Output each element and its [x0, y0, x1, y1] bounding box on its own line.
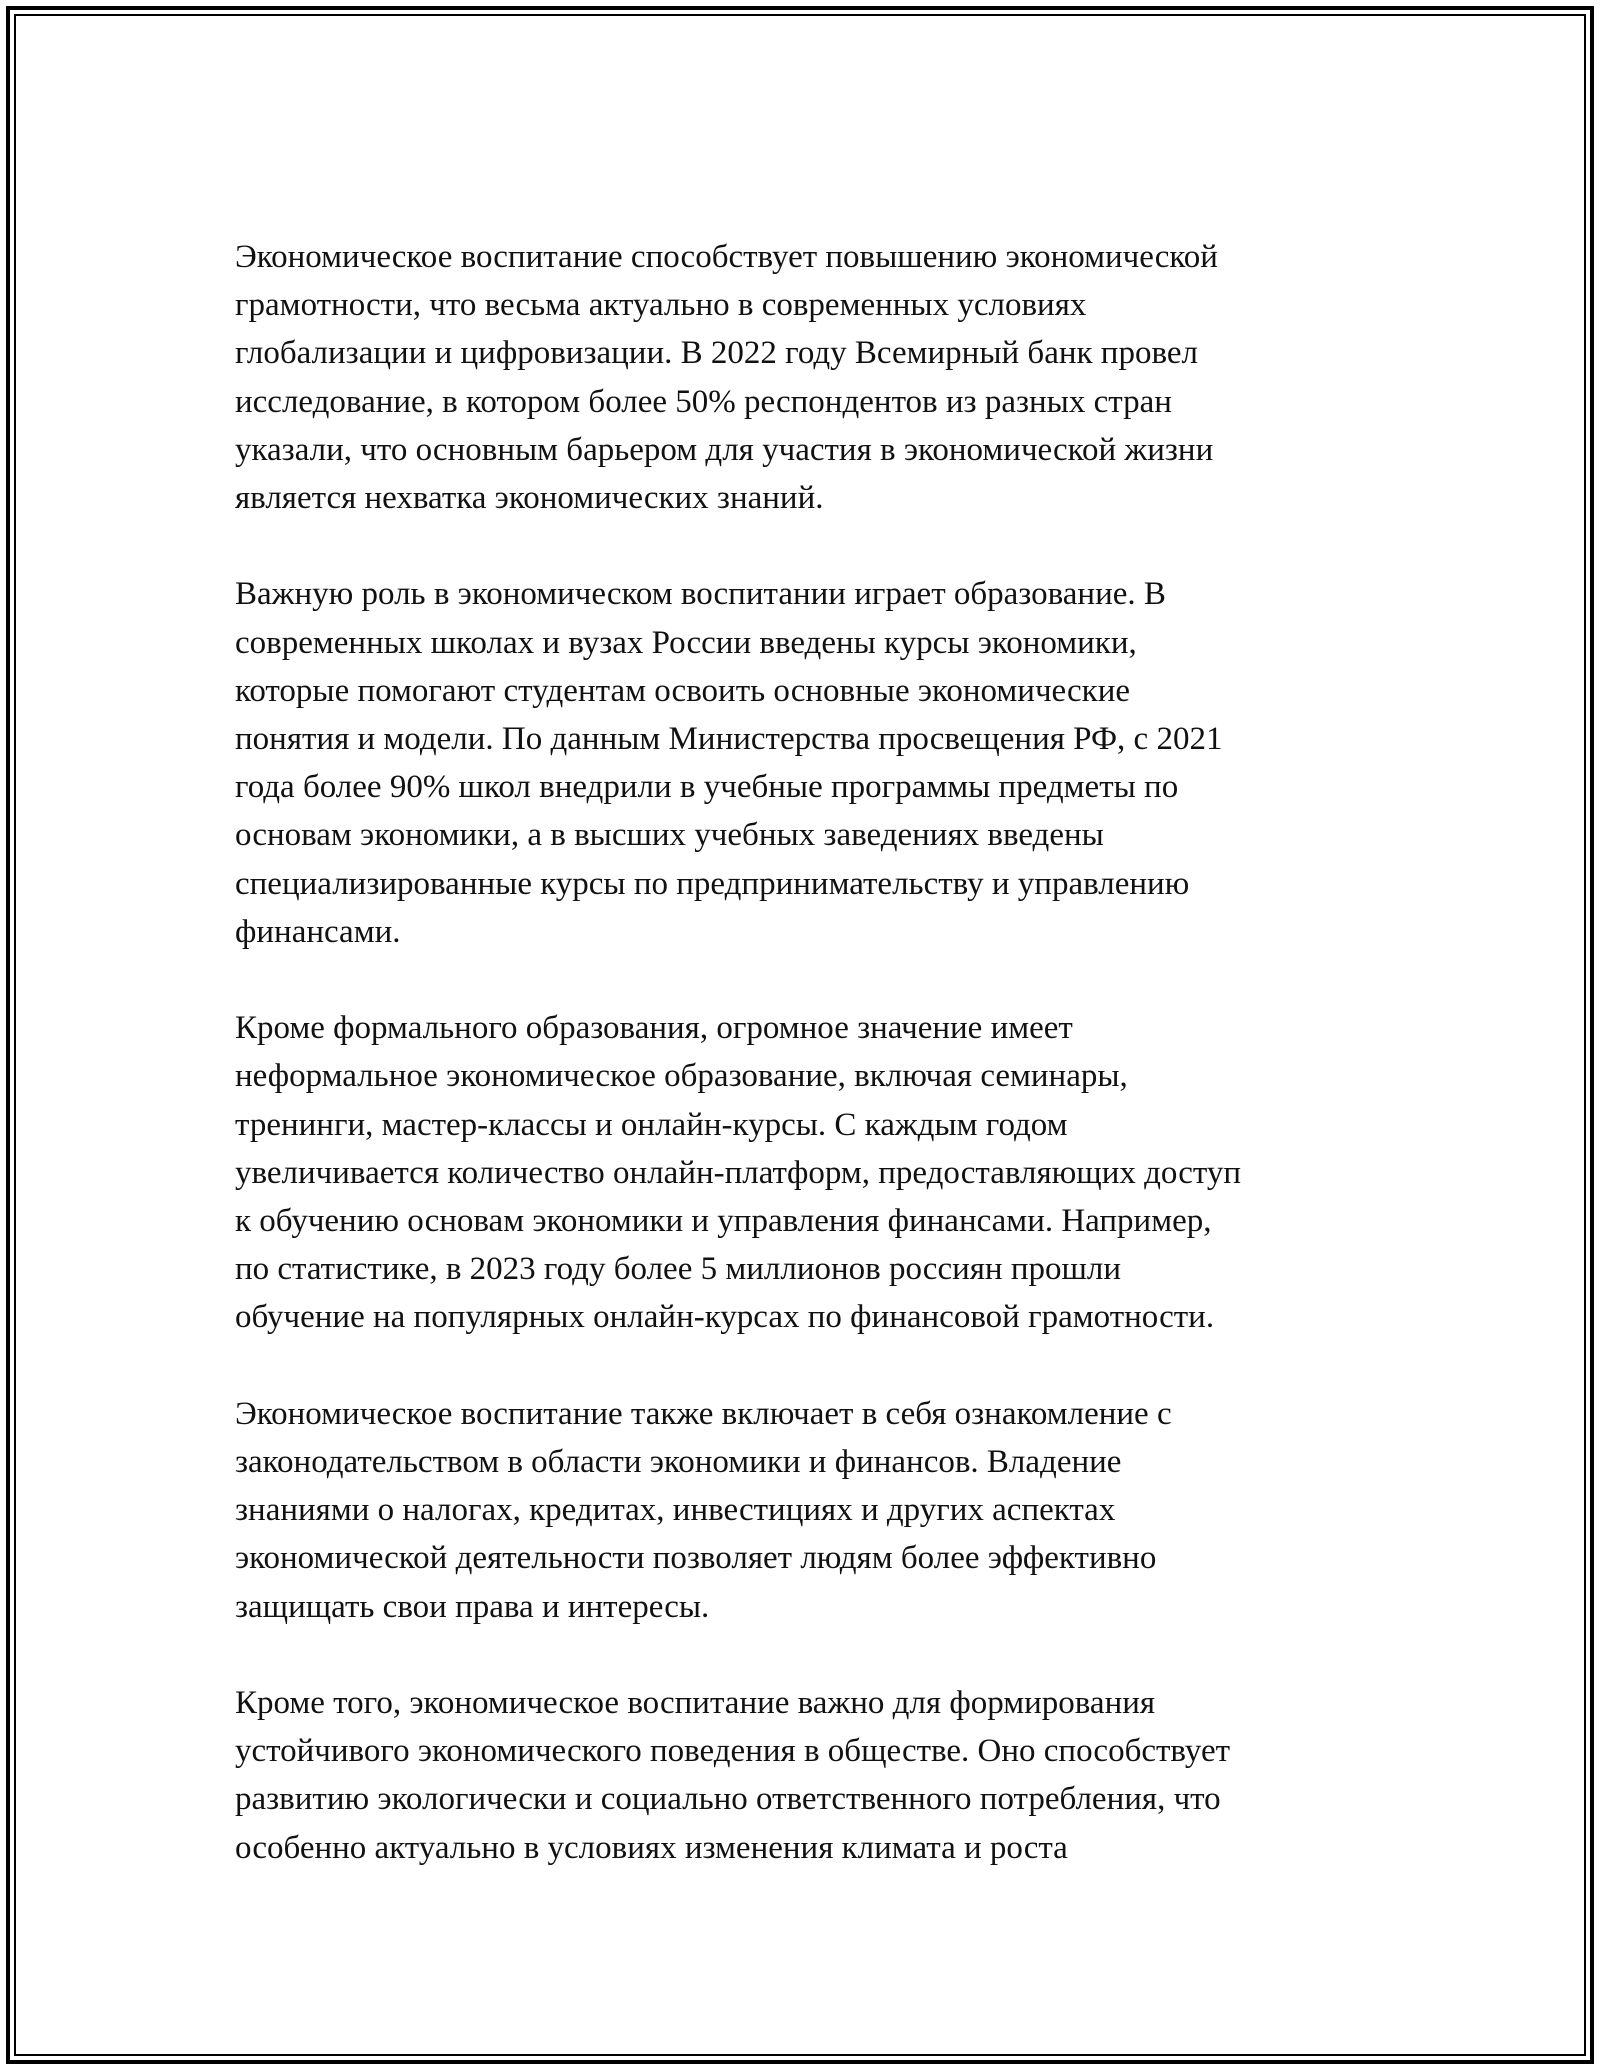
- text-line: Экономическое воспитание также включает в себя ознакомление с: [235, 1395, 1172, 1432]
- paragraph-1: [235, 233, 1380, 522]
- text-line: обучение на популярных онлайн-курсах по финансовой грамотности.: [235, 1299, 1215, 1336]
- text-line: Важную роль в экономическом воспитании играет образование. В: [235, 576, 1166, 613]
- text-line: грамотности, что весьма актуально в современных условиях: [235, 287, 1087, 324]
- paragraph-5: [235, 1679, 1380, 1872]
- document-body: [235, 233, 1380, 1920]
- text-line: исследование, в котором более 50% респондентов из разных стран: [235, 383, 1172, 420]
- text-line: финансами.: [235, 913, 401, 950]
- text-line: к обучению основам экономики и управления финансами. Например,: [235, 1203, 1212, 1240]
- text-line: развитию экологически и социально ответственного потребления, что: [235, 1781, 1221, 1818]
- paragraph-3: [235, 1004, 1380, 1341]
- text-line: специализированные курсы по предпринимательству и управлению: [235, 865, 1190, 902]
- text-line: основам экономики, а в высших учебных заведениях введены: [235, 817, 1104, 854]
- text-line: которые помогают студентам освоить основные экономические: [235, 672, 1131, 709]
- text-line: законодательством в области экономики и финансов. Владение: [235, 1444, 1122, 1481]
- text-line: Экономическое воспитание способствует повышению экономической: [235, 239, 1218, 275]
- text-line: увеличивается количество онлайн-платформ, предоставляющих доступ: [235, 1154, 1242, 1191]
- text-line: является нехватка экономических знаний.: [235, 480, 824, 517]
- paragraph-2: [235, 570, 1380, 956]
- text-line: указали, что основным барьером для участия в экономической жизни: [235, 431, 1214, 468]
- text-line: по статистике, в 2023 году более 5 миллионов россиян прошли: [235, 1251, 1122, 1288]
- text-line: защищать свои права и интересы.: [235, 1588, 710, 1625]
- text-line: современных школах и вузах России введены курсы экономики,: [235, 624, 1137, 661]
- text-line: понятия и модели. По данным Министерства просвещения РФ, с 2021: [235, 721, 1223, 758]
- text-line: неформальное экономическое образование, включая семинары,: [235, 1058, 1128, 1095]
- text-line: экономической деятельности позволяет людям более эффективно: [235, 1540, 1157, 1577]
- text-line: знаниями о налогах, кредитах, инвестициях и других аспектах: [235, 1492, 1116, 1529]
- text-line: устойчивого экономического поведения в обществе. Оно способствует: [235, 1733, 1231, 1770]
- text-line: глобализации и цифровизации. В 2022 году Всемирный банк провел: [235, 335, 1198, 372]
- text-line: тренинги, мастер-классы и онлайн-курсы. С каждым годом: [235, 1106, 1068, 1143]
- paragraph-4: [235, 1390, 1380, 1631]
- text-line: Кроме того, экономическое воспитание важно для формирования: [235, 1685, 1156, 1722]
- text-line: особенно актуально в условиях изменения климата и роста: [235, 1829, 1068, 1866]
- text-line: Кроме формального образования, огромное значение имеет: [235, 1010, 1073, 1047]
- text-line: года более 90% школ внедрили в учебные программы предметы по: [235, 769, 1179, 806]
